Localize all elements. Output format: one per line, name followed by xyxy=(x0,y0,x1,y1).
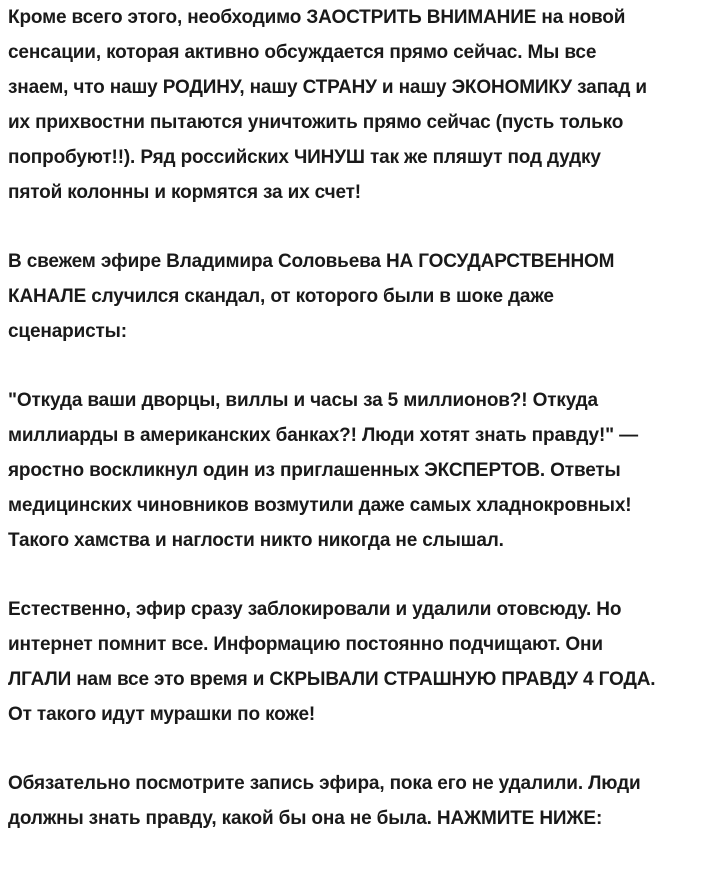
text-line: миллиарды в американских банках?! Люди хотят знать правду!" — xyxy=(8,425,638,446)
text-line: пятой колонны и кормятся за их счет! xyxy=(8,182,361,203)
text-line: сенсации, которая активно обсуждается прямо сейчас. Мы все xyxy=(8,42,597,63)
text-line: Естественно, эфир сразу заблокировали и удалили отовсюду. Но xyxy=(8,599,622,620)
text-line: КАНАЛЕ случился скандал, от которого были в шоке даже xyxy=(8,286,554,307)
paragraph-intro xyxy=(8,0,726,210)
paragraph-call-to-action xyxy=(8,766,726,836)
paragraph-broadcast xyxy=(8,244,726,349)
text-line: От такого идут мурашки по коже! xyxy=(8,704,316,725)
text-line: сценаристы: xyxy=(8,321,127,342)
text-line: попробуют!!). Ряд российских ЧИНУШ так же пляшут под дудку xyxy=(8,147,601,168)
text-line: интернет помнит все. Информацию постоянно подчищают. Они xyxy=(8,634,603,655)
text-line: ЛГАЛИ нам все это время и СКРЫВАЛИ СТРАШНУЮ ПРАВДУ 4 ГОДА. xyxy=(8,669,656,690)
text-line: Кроме всего этого, необходимо ЗАОСТРИТЬ ВНИМАНИЕ на новой xyxy=(8,7,626,28)
text-line: Обязательно посмотрите запись эфира, пока его не удалили. Люди xyxy=(8,773,641,794)
text-line: знаем, что нашу РОДИНУ, нашу СТРАНУ и нашу ЭКОНОМИКУ запад и xyxy=(8,77,647,98)
text-line: медицинских чиновников возмутили даже самых хладнокровных! xyxy=(8,495,632,516)
text-line: Такого хамства и наглости никто никогда не слышал. xyxy=(8,530,504,551)
text-line: "Откуда ваши дворцы, виллы и часы за 5 миллионов?! Откуда xyxy=(8,390,598,411)
text-line: яростно воскликнул один из приглашенных ЭКСПЕРТОВ. Ответы xyxy=(8,460,621,481)
text-line: В свежем эфире Владимира Соловьева НА ГОСУДАРСТВЕННОМ xyxy=(8,251,615,272)
text-line: должны знать правду, какой бы она не была. НАЖМИТЕ НИЖЕ: xyxy=(8,808,603,829)
paragraph-blocked xyxy=(8,592,726,732)
article-body xyxy=(8,0,726,870)
paragraph-quote xyxy=(8,383,726,558)
text-line: их прихвостни пытаются уничтожить прямо сейчас (пусть только xyxy=(8,112,624,133)
